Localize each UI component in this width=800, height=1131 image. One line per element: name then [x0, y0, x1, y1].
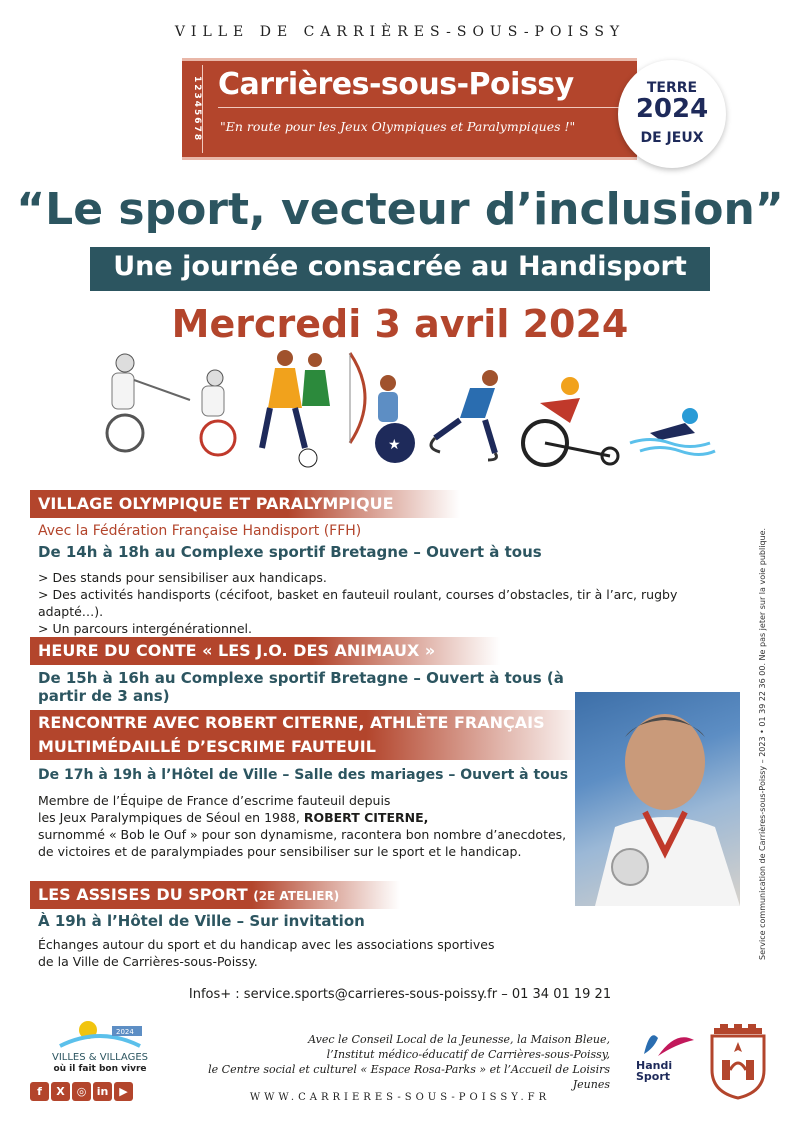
badge-bottom: DE JEUX: [640, 130, 704, 146]
athlete-photo: [575, 692, 740, 906]
rencontre-body-line: [38, 809, 568, 826]
para-archery-icon: [350, 353, 415, 463]
handi-line1: Handi: [636, 1059, 673, 1072]
handisport-wordmark: [636, 1060, 700, 1082]
badge-year: 2024: [635, 94, 709, 124]
assises-heading: LES ASSISES DU SPORT: [38, 885, 248, 904]
facebook-icon[interactable]: f: [30, 1082, 49, 1101]
village-items: [38, 569, 738, 637]
assises-body-line: Échanges autour du sport et du handicap avec les associations sportives: [38, 937, 495, 952]
rencontre-body: [38, 792, 568, 860]
sport-pictograms: [90, 348, 720, 470]
blind-football-icon: [262, 350, 330, 467]
rencontre-body-line: Membre de l’Équipe de France d’escrime fauteuil depuis: [38, 793, 391, 808]
instagram-icon[interactable]: ◎: [72, 1082, 91, 1101]
village-schedule: De 14h à 18h au Complexe sportif Bretagne – Ouvert à tous: [38, 543, 542, 561]
vv-label2: où il fait bon vivre: [53, 1064, 147, 1074]
rencontre-schedule: De 17h à 19h à l’Hôtel de Ville – Salle des mariages – Ouvert à tous: [38, 767, 569, 783]
handi-line2: Sport: [636, 1070, 671, 1083]
banner-divider: [218, 107, 628, 108]
assises-body: [38, 936, 558, 970]
linkedin-icon[interactable]: in: [93, 1082, 112, 1101]
village-item: > Un parcours intergénérationnel.: [38, 621, 252, 636]
terre-de-jeux-badge: [618, 60, 726, 168]
village-partner: Avec la Fédération Française Handisport (FFH): [38, 523, 362, 539]
city-name: Carrières-sous-Poissy: [218, 67, 574, 102]
athlete-name: ROBERT CITERNE,: [303, 810, 429, 825]
section-rencontre-heading: [30, 710, 590, 760]
partner-line: Avec le Conseil Local de la Jeunesse, la Maison Bleue,: [308, 1033, 610, 1046]
ville-header: VILLE DE CARRIÈRES-SOUS-POISSY: [174, 24, 626, 40]
svg-text:★: ★: [388, 437, 401, 453]
villes-villages-logo: [40, 1016, 160, 1076]
event-date: Mercredi 3 avril 2024: [171, 302, 629, 346]
section-village-heading: VILLAGE OLYMPIQUE ET PARALYMPIQUE: [30, 490, 460, 518]
village-item: > Des activités handisports (cécifoot, basket en fauteuil roulant, courses d’obstacles, tir à l’arc, rugby adapté…).: [38, 587, 678, 619]
para-swimming-icon: [630, 408, 715, 455]
section-conte-heading: HEURE DU CONTE « LES J.O. DES ANIMAUX »: [30, 637, 500, 665]
city-crest-icon: [708, 1020, 768, 1100]
subtitle: Une journée consacrée au Handisport: [113, 251, 687, 282]
contact-infos: Infos+ : service.sports@carrieres-sous-poissy.fr – 01 34 01 19 21: [188, 987, 612, 1002]
rencontre-heading-line2: MULTIMÉDAILLÉ D’ESCRIME FAUTEUIL: [38, 737, 376, 756]
assises-body-line: de la Ville de Carrières-sous-Poissy.: [38, 954, 258, 969]
rencontre-body-text: les Jeux Paralympiques de Séoul en 1988,: [38, 810, 304, 825]
city-tagline: "En route pour les Jeux Olympiques et Paralympiques !": [220, 119, 576, 134]
rencontre-body-line: surnommé « Bob le Ouf » pour son dynamisme, racontera bon nombre d’anecdotes,: [38, 827, 567, 842]
vv-label1: VILLES & VILLAGES: [52, 1052, 148, 1063]
youtube-icon[interactable]: ▶: [114, 1082, 133, 1101]
legal-side-note: [758, 527, 772, 960]
partners-text: [185, 1032, 610, 1092]
city-banner: [182, 58, 637, 160]
wheelchair-fencing-icon: [107, 354, 235, 455]
assises-schedule: À 19h à l’Hôtel de Ville – Sur invitation: [38, 912, 365, 930]
rencontre-body-line: de victoires et de paralympiades pour sensibiliser sur le sport et le handicap.: [38, 844, 522, 859]
main-title: “Le sport, vecteur d’inclusion”: [16, 184, 784, 235]
partner-line: le Centre social et culturel « Espace Rosa-Parks » et l’Accueil de Loisirs Jeunes: [208, 1063, 610, 1091]
rencontre-heading-line1: RENCONTRE AVEC ROBERT CITERNE, ATHLÈTE FRANÇAIS: [38, 713, 545, 732]
section-assises-heading: [30, 881, 400, 909]
side-note-text: Service communication de Carrières-sous-Poissy – 2023 • 01 39 22 36 00. Ne pas jeter sur la voie publique.: [758, 527, 767, 960]
website-url[interactable]: WWW.CARRIERES-SOUS-POISSY.FR: [249, 1092, 551, 1103]
track-lanes: 12345678: [188, 65, 203, 153]
vv-year: 2024: [116, 1028, 134, 1036]
para-running-icon: [431, 370, 498, 460]
badge-top: TERRE: [646, 80, 698, 96]
partner-line: l’Institut médico-éducatif de Carrières-sous-Poissy,: [326, 1048, 610, 1061]
x-icon[interactable]: X: [51, 1082, 70, 1101]
wheelchair-racing-icon: [523, 377, 618, 465]
handisport-logo: [636, 1024, 700, 1096]
conte-schedule: De 15h à 16h au Complexe sportif Bretagne – Ouvert à tous (à partir de 3 ans): [38, 669, 564, 705]
assises-heading-small: (2E ATELIER): [253, 889, 340, 903]
village-item: > Des stands pour sensibiliser aux handicaps.: [38, 570, 327, 585]
